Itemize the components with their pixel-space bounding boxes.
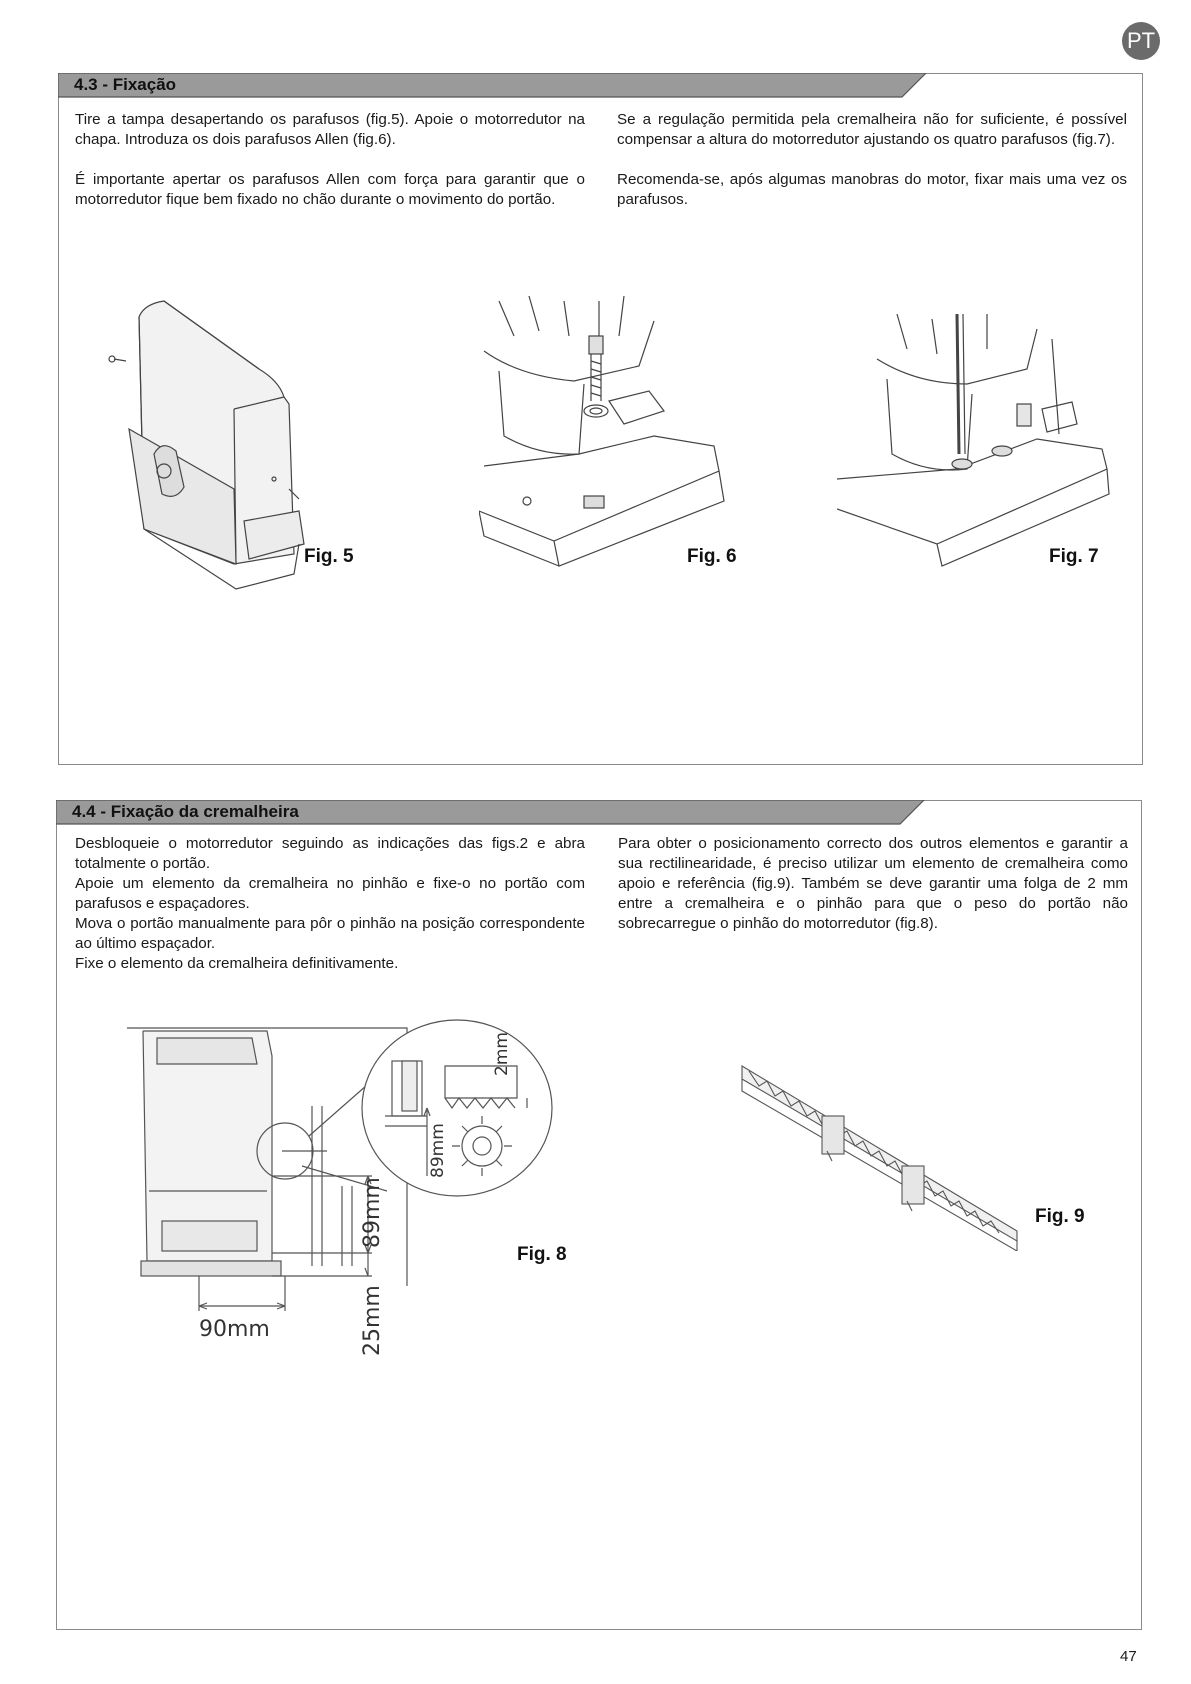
right-column bbox=[617, 110, 1127, 210]
page-number: 47 bbox=[1120, 1648, 1137, 1665]
instruction-line: Apoie um elemento da cremalheira no pinhão e fixe-o no portão com parafusos e espaçadores. bbox=[75, 875, 585, 912]
paragraph: É importante apertar os parafusos Allen com força para garantir que o motorredutor fique bem fixado no chão durante o movimento do portão. bbox=[75, 171, 585, 208]
fig7-adjustment-screws-illustration bbox=[837, 314, 1127, 574]
instruction-line: Desbloqueie o motorredutor seguindo as indicações das figs.2 e abra totalmente o portão. bbox=[75, 835, 585, 872]
dimension-rack-height: 89mm bbox=[360, 1177, 385, 1248]
left-column bbox=[75, 834, 585, 974]
paragraph: Tire a tampa desapertando os parafusos (fig.5). Apoie o motorredutor na chapa. Introduza os dois parafusos Allen (fig.6). bbox=[75, 111, 585, 148]
fig5-motor-housing-illustration bbox=[84, 289, 384, 659]
section-header-tab bbox=[58, 73, 928, 99]
fig9-rack-elements-illustration bbox=[737, 1061, 1037, 1251]
dimension-base-height: 25mm bbox=[360, 1285, 385, 1356]
paragraph: Recomenda-se, após algumas manobras do motor, fixar mais uma vez os parafusos. bbox=[617, 171, 1127, 208]
instruction-line: Fixe o elemento da cremalheira definitivamente. bbox=[75, 955, 399, 972]
section-header bbox=[58, 73, 928, 97]
language-badge: PT bbox=[1122, 22, 1160, 60]
section-title: 4.4 - Fixação da cremalheira bbox=[72, 802, 299, 821]
fig9-label: Fig. 9 bbox=[1035, 1206, 1085, 1227]
section-title: 4.3 - Fixação bbox=[74, 75, 177, 94]
section-header bbox=[56, 800, 926, 824]
paragraph: Para obter o posicionamento correcto dos outros elementos e garantir a sua rectilinearidade, é preciso utilizar um elemento de cremalheira como apoio e referência (fig.9). Também se deve garantir uma folga de 2 mm entre a cremalheira e o pinhão para que o peso do portão não sobrecarregue o pinhão do motorredutor (fig.8). bbox=[618, 835, 1128, 932]
fig6-allen-screw-illustration bbox=[479, 296, 729, 586]
left-column bbox=[75, 110, 585, 210]
dimension-gap: 2mm bbox=[492, 1032, 512, 1076]
right-column bbox=[618, 834, 1128, 934]
fig8-dimension-diagram bbox=[127, 1016, 647, 1371]
fig5-label: Fig. 5 bbox=[304, 546, 354, 567]
section-rack bbox=[56, 800, 1142, 1630]
instruction-line: Mova o portão manualmente para pôr o pinhão na posição correspondente ao último espaçador. bbox=[75, 915, 585, 952]
fig8-label: Fig. 8 bbox=[517, 1244, 567, 1265]
fig6-label: Fig. 6 bbox=[687, 546, 737, 567]
dimension-detail-height: 89mm bbox=[428, 1123, 448, 1178]
dimension-width: 90mm bbox=[199, 1317, 270, 1342]
paragraph: Se a regulação permitida pela cremalheira não for suficiente, é possível compensar a altura do motorredutor ajustando os quatro parafusos (fig.7). bbox=[617, 111, 1127, 148]
section-fixing bbox=[58, 73, 1143, 765]
fig7-label: Fig. 7 bbox=[1049, 546, 1099, 567]
